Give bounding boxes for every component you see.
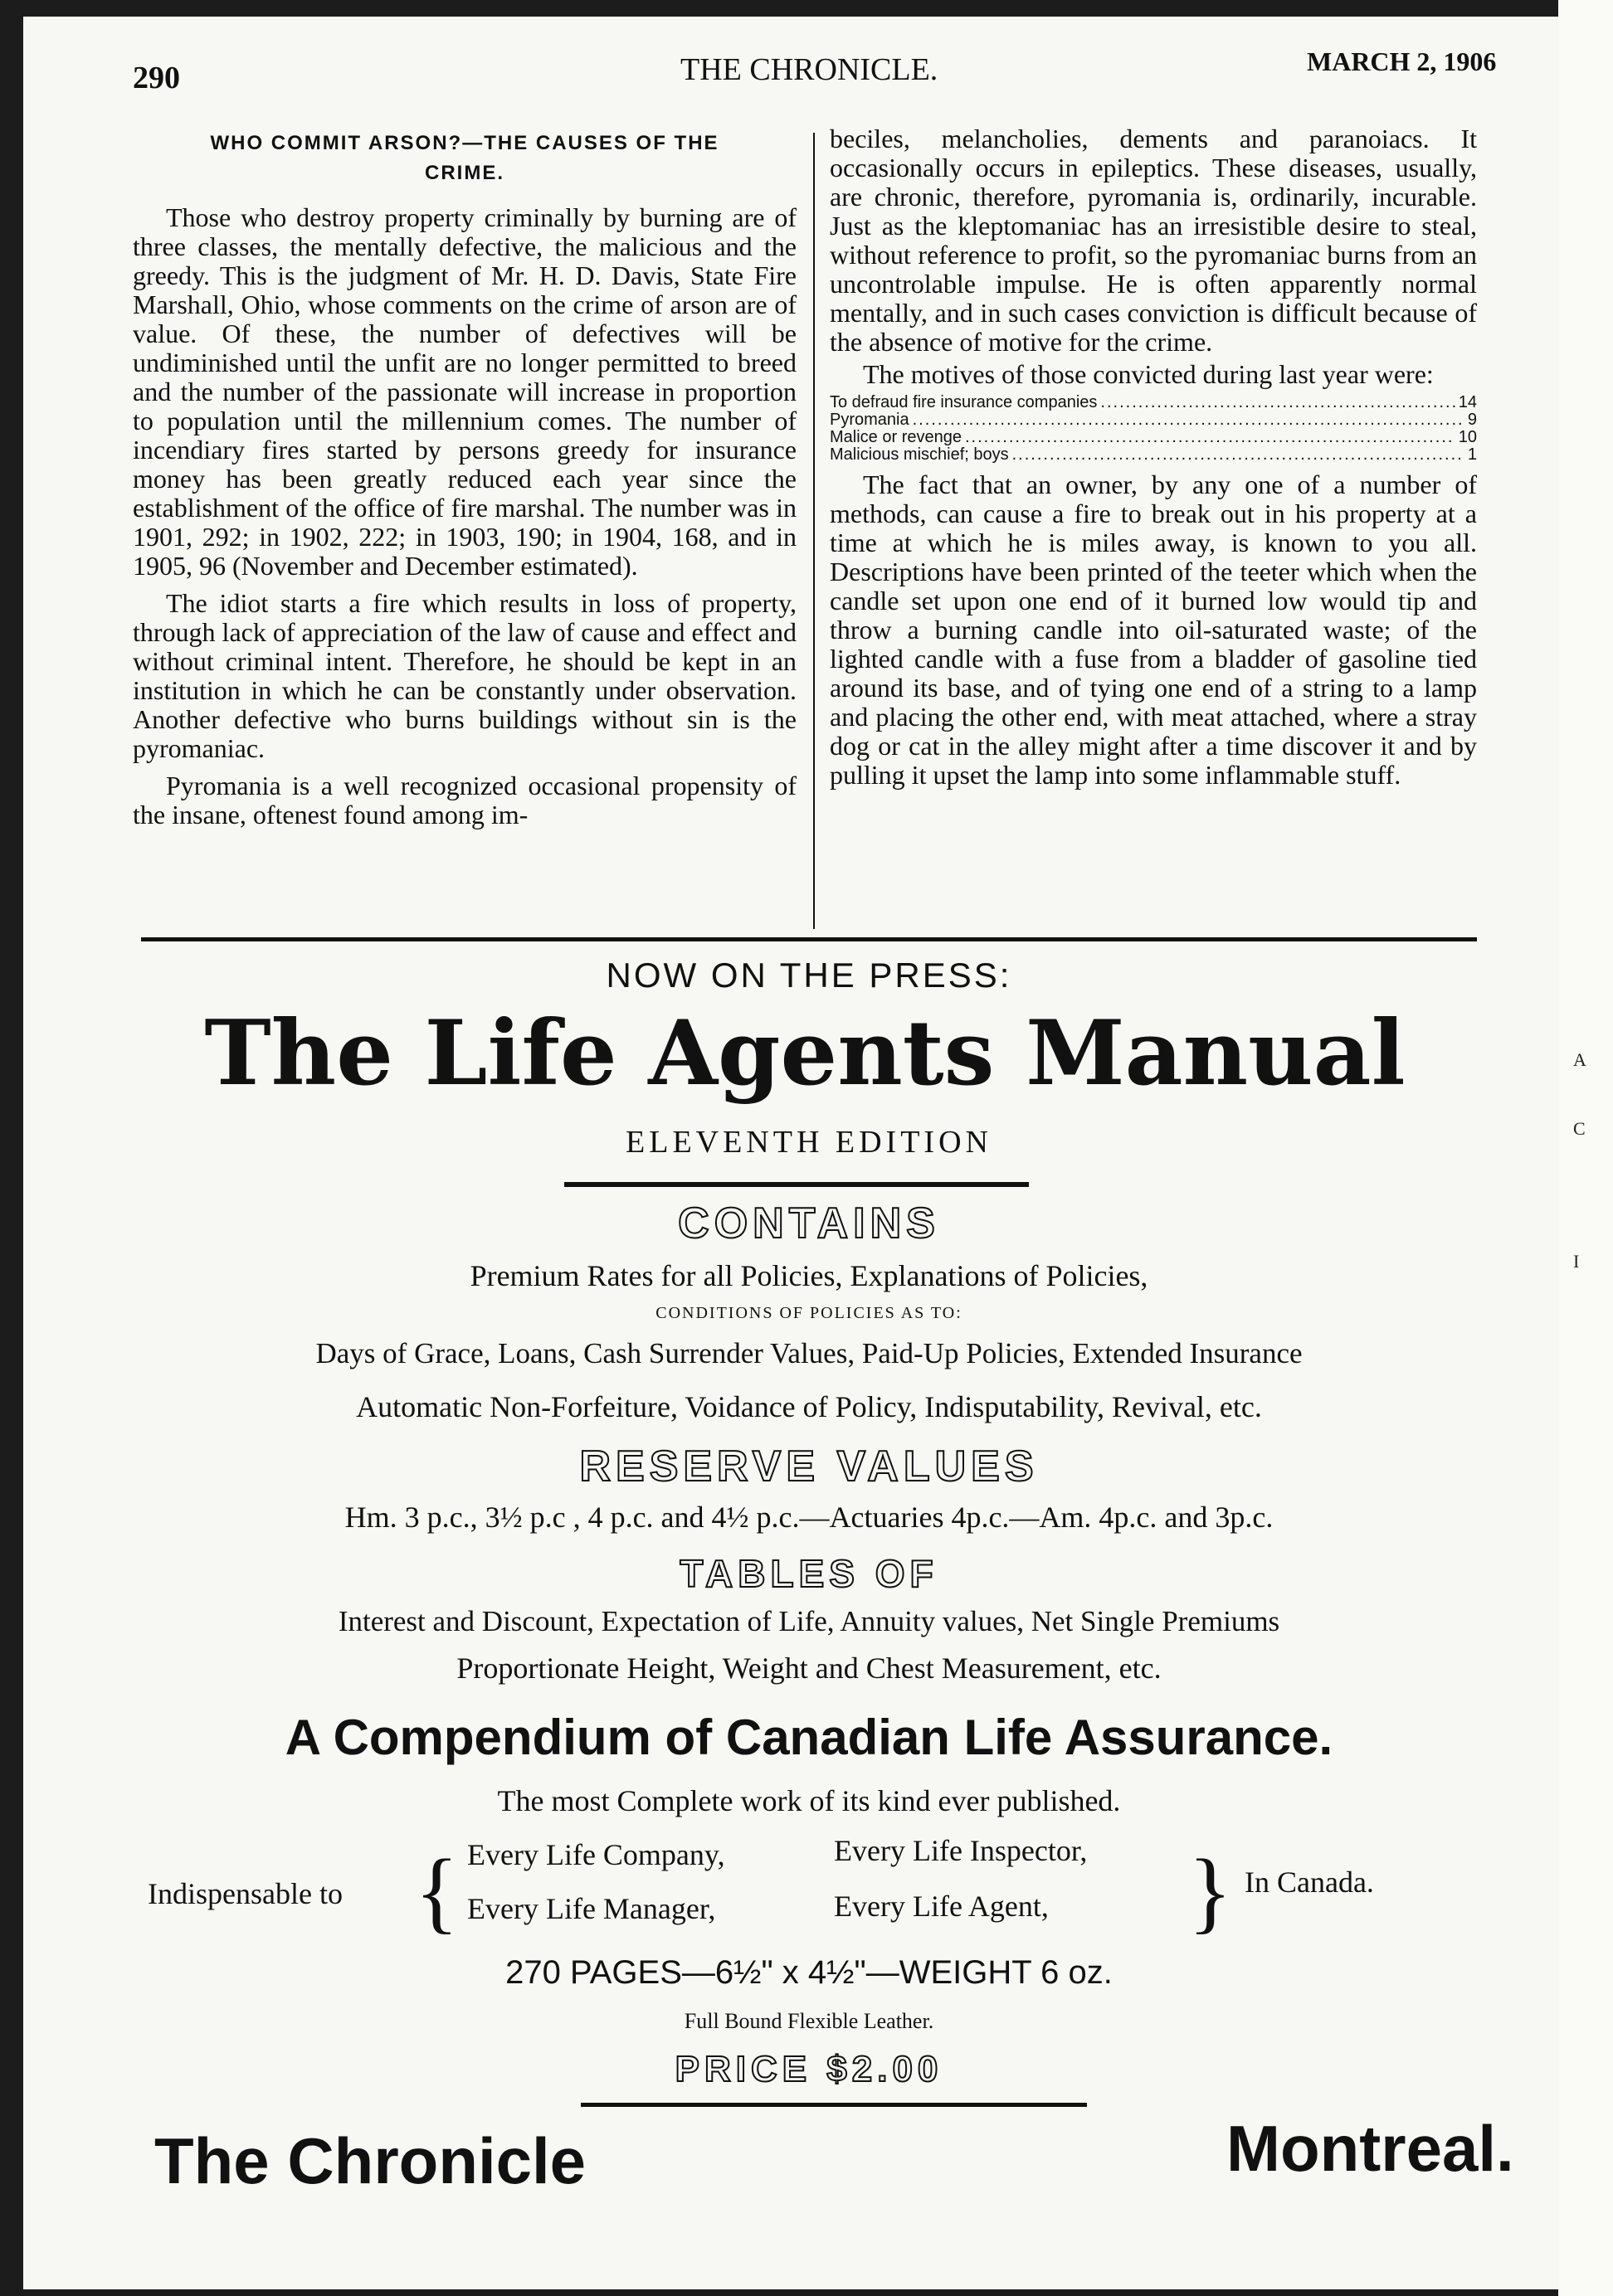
article-paragraph: The fact that an owner, by any one of a number of methods, can cause a fire to break out in his property at a time at which he is miles away, is known to you all. Descriptions have been printed of the teeter which when the candle set upon one end of it burned low would tip and throw a burning candle into oil-saturated waste; of the lighted candle with a fuse from a bladder of gasoline tied around its base, and of tying one end of a string to a lamp and placing the other end, with meat attached, where a stray dog or cat in the alley might after a time discover it and by pulling it upset the lamp into some inflammable stuff. [830, 469, 1477, 790]
page-number: 290 [133, 61, 180, 95]
tables-heading: TABLES OF [680, 1552, 938, 1595]
audience-item: Every Life Inspector, [834, 1834, 1088, 1867]
article-paragraph: Pyromania is a well recognized occasional propensity of the insane, oftenest found among im- [133, 771, 797, 829]
conditions-line: Days of Grace, Loans, Cash Surrender Values, Paid-Up Policies, Extended Insurance [315, 1337, 1303, 1369]
audience-item: Every Life Agent, [834, 1890, 1049, 1923]
motive-row: Malice or revenge ..... 10 [830, 429, 1477, 446]
conditions-heading: CONDITIONS OF POLICIES AS TO: [655, 1304, 962, 1322]
tables-line: Proportionate Height, Weight and Chest Measurement, etc. [456, 1651, 1162, 1685]
motives-table [830, 394, 1477, 464]
article-title-line: WHO COMMIT ARSON?—THE CAUSES OF THE [210, 132, 719, 154]
indispensable-label: Indispensable to [148, 1877, 343, 1910]
audience-item: Every Life Manager, [467, 1892, 716, 1925]
article-title [133, 129, 797, 188]
article-left-column [133, 129, 797, 829]
edge-letter: A [1573, 1049, 1586, 1070]
audience-item: Every Life Company, [467, 1838, 725, 1871]
issue-date: MARCH 2, 1906 [1307, 46, 1497, 76]
left-brace: { [415, 1841, 459, 1942]
article-right-column [830, 124, 1477, 790]
in-canada: In Canada. [1245, 1866, 1374, 1899]
article-paragraph: The idiot starts a fire which results in loss of property, through lack of appreciation of the law of cause and effect and without criminal intent. Therefore, he should be kept in an institution in which he can be constantly under observation. Another defective who burns buildings without sin is the pyromaniac. [133, 588, 797, 763]
motive-row: To defraud fire insurance companies ..... 14 [830, 394, 1477, 411]
article-paragraph: The motives of those convicted during last year were: [863, 359, 1434, 389]
article-title-line: CRIME. [425, 162, 504, 184]
adjacent-page-edge [1558, 0, 1613, 2296]
tables-line: Interest and Discount, Expectation of Life, Annuity values, Net Single Premiums [338, 1605, 1280, 1637]
now-on-press: NOW ON THE PRESS: [606, 956, 1012, 995]
motive-row: Malicious mischief; boys ..... 1 [830, 446, 1477, 464]
right-brace: } [1188, 1841, 1232, 1942]
title-underline [564, 1182, 1029, 1187]
section-divider [141, 937, 1477, 941]
publisher-city: Montreal. [1226, 2112, 1514, 2185]
contains-line: Premium Rates for all Policies, Explanations of Policies, [470, 1259, 1148, 1292]
edge-letter: C [1573, 1118, 1586, 1139]
motive-row: Pyromania ..... 9 [830, 411, 1477, 429]
binding-line: Full Bound Flexible Leather. [684, 2009, 934, 2033]
price: PRICE $2.00 [675, 2049, 943, 2089]
contains-heading: CONTAINS [678, 1199, 940, 1248]
column-divider [813, 133, 815, 929]
price-underline [581, 2103, 1087, 2107]
publisher-name: The Chronicle [154, 2124, 587, 2197]
reserve-heading: RESERVE VALUES [579, 1442, 1039, 1491]
edition: ELEVENTH EDITION [626, 1125, 992, 1160]
reserve-line: Hm. 3 p.c., 3½ p.c , 4 p.c. and 4½ p.c.—Actuaries 4p.c.—Am. 4p.c. and 3p.c. [344, 1501, 1274, 1534]
edge-letter: I [1573, 1251, 1580, 1272]
book-title: The Life Agents Manual [204, 1001, 1406, 1106]
article-paragraph: Those who destroy property criminally by burning are of three classes, the mentally defective, the malicious and the greedy. This is the judgment of Mr. H. D. Davis, State Fire Marshall, Ohio, whose comments on the crime of arson are of value. Of these, the number of defectives will be undiminished until the unfit are no longer permitted to breed and the number of the passionate will increase in proportion to population until the millennium comes. The number of incendiary fires started by persons greedy for insurance money has been greatly reduced each year since the establishment of the office of fire marshal. The number was in 1901, 292; in 1902, 222; in 1903, 190; in 1904, 168, and in 1905, 96 (November and December estimated). [133, 202, 797, 581]
page-title: THE CHRONICLE. [680, 52, 938, 87]
pages-line: 270 PAGES—6½" x 4½"—WEIGHT 6 oz. [505, 1954, 1113, 1991]
most-complete-line: The most Complete work of its kind ever published. [497, 1784, 1121, 1817]
conditions-line: Automatic Non-Forfeiture, Voidance of Policy, Indisputability, Revival, etc. [356, 1390, 1262, 1423]
article-paragraph: beciles, melancholies, dements and paranoiacs. It occasionally occurs in epileptics. These diseases, usually, are chronic, therefore, pyromania is, ordinarily, incurable. Just as the kleptomaniac has an irresistible desire to steal, without reference to profit, so the pyromaniac burns from an uncontrolable impulse. He is often apparently normal mentally, and in such cases conviction is difficult because of the absence of motive for the crime. [830, 124, 1477, 357]
compendium-line: A Compendium of Canadian Life Assurance. [285, 1710, 1333, 1765]
